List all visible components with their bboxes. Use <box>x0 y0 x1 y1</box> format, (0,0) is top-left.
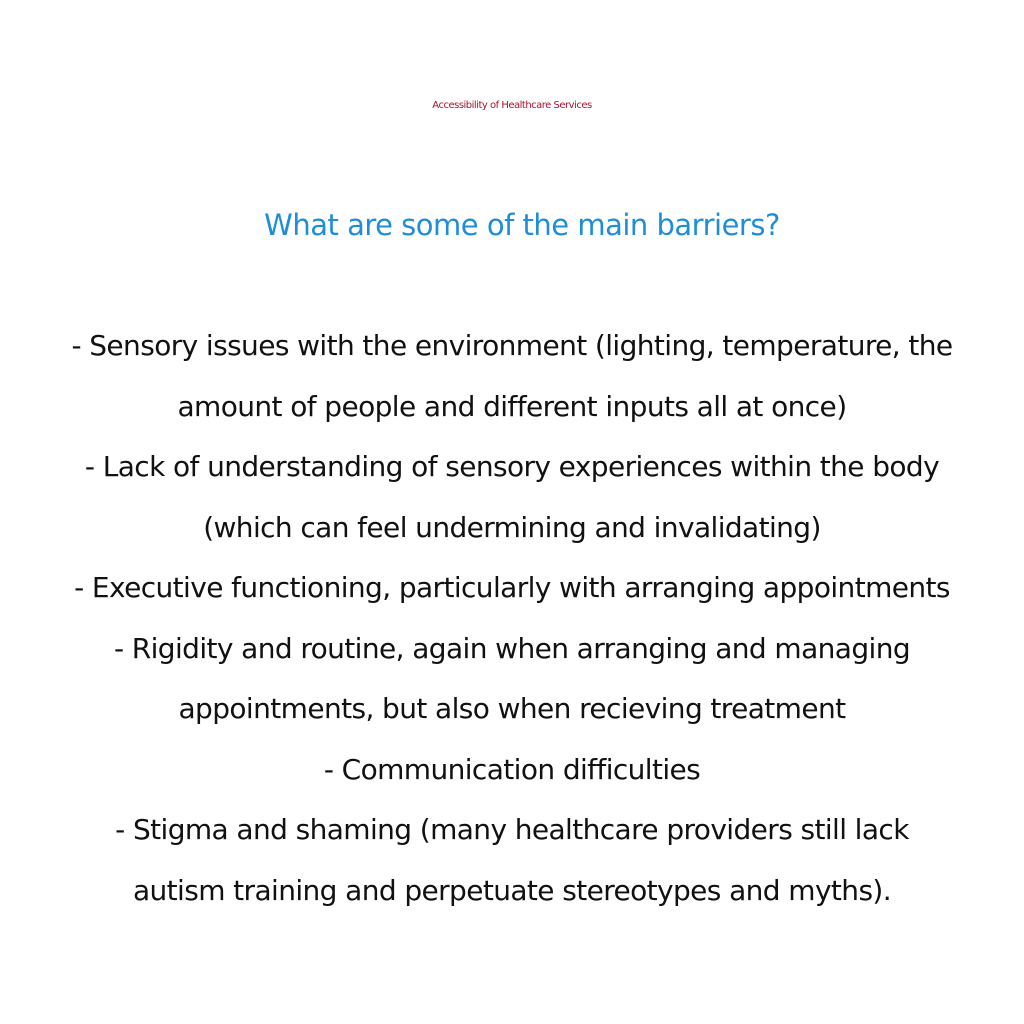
barrier-line: amount of people and different inputs all at once) <box>177 389 847 423</box>
barriers-list <box>30 316 994 921</box>
barrier-line: appointments, but also when recieving treatment <box>178 692 846 725</box>
barrier-line: - Sensory issues with the environment (lighting, temperature, the <box>71 329 953 362</box>
barrier-line: - Stigma and shaming (many healthcare providers still lack <box>115 813 909 846</box>
barrier-line: - Communication difficulties <box>323 752 701 786</box>
barrier-line: autism training and perpetuate stereotypes and myths). <box>132 873 892 907</box>
barrier-line: - Executive functioning, particularly with arranging appointments <box>74 571 950 604</box>
slide-subtitle: Accessibility of Healthcare Services <box>432 100 592 111</box>
barrier-line: - Lack of understanding of sensory experiences within the body <box>84 450 940 483</box>
barrier-line: (which can feel undermining and invalidating) <box>203 510 821 544</box>
barrier-line: - Rigidity and routine, again when arranging and managing <box>113 631 911 665</box>
slide-heading: What are some of the main barriers? <box>264 208 780 242</box>
